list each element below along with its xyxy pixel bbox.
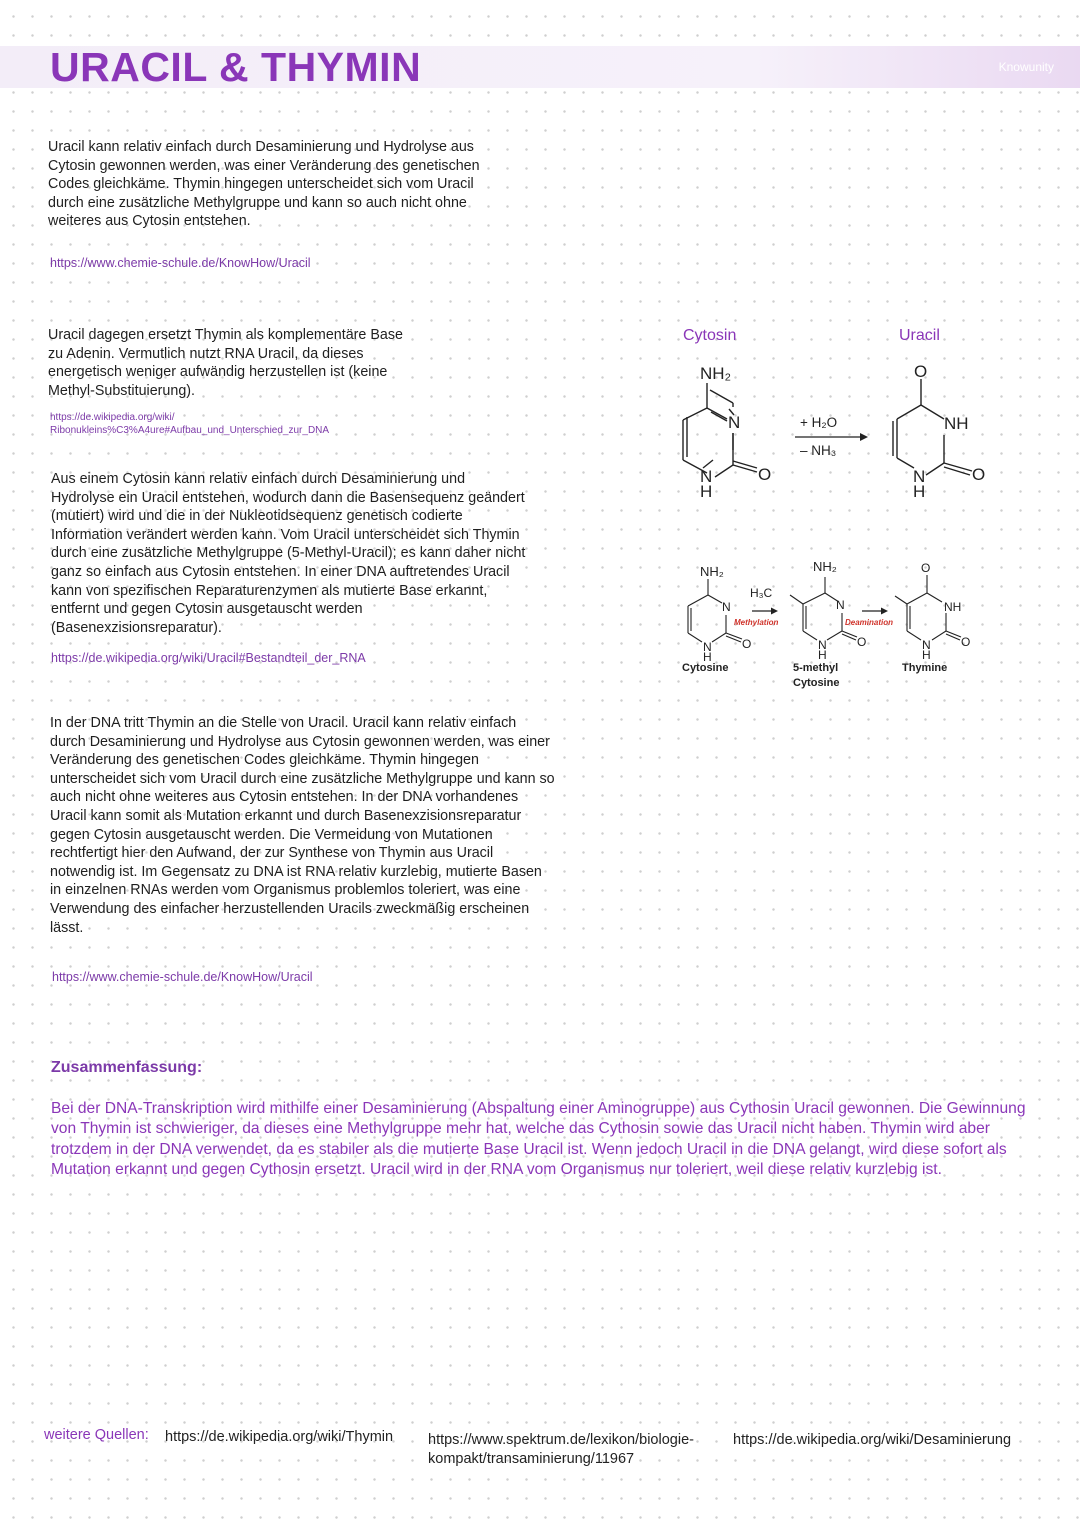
uracil-o-right: O	[972, 465, 986, 484]
section-2-link[interactable]: https://de.wikipedia.org/wiki/ Ribonukleins%C3%A4ure#Aufbau_und_Unterschied_zur_DNA	[50, 412, 330, 436]
cytosin-structure	[683, 383, 757, 477]
section-3-link[interactable]: https://de.wikipedia.org/wiki/Uracil#Bestandteil_der_RNA	[51, 651, 366, 665]
section-1-link[interactable]: https://www.chemie-schule.de/KnowHow/Uracil	[50, 256, 311, 270]
thymine-label: Thymine	[902, 662, 948, 674]
cytosin-label: Cytosin	[683, 327, 737, 344]
thymine-nh: NH	[944, 600, 962, 614]
section-1-text: Uracil kann relativ einfach durch Desaminierung und Hydrolyse aus Cytosin gewonnen werden, was einer Veränderung des genetischen Codes gleichkäme. Thymin hingegen unterscheidet sich vom Uracil durch eine zusätzliche Methylgruppe und kann so auch nicht ohne weiteres aus Cytosin entstehen.	[48, 139, 480, 230]
brand-watermark: Knowunity	[998, 60, 1054, 74]
uracil-n: N	[913, 467, 926, 486]
thymine-o-top: O	[921, 561, 931, 575]
cytosine-structure	[688, 579, 742, 642]
uracil-label: Uracil	[899, 327, 940, 344]
section-4-text: In der DNA tritt Thymin an die Stelle von Uracil. Uracil kann relativ einfach durch Desaminierung und Hydrolyse aus Cytosin gewonnen werden, was einer Veränderung des genetischen Codes gleichkäme. Thymin hingegen unterscheidet sich vom Uracil durch eine zusätzliche Methylgruppe und kann so auch nicht ohne weiteres aus Cytosin entstehen. In der DNA vorhandenes Uracil kann somit als Mutation erkannt und durch Basenexzisionsreparatur gegen Cytosin ausgetauscht werden. Die Vermeidung von Mutationen rechtfertigt hier den Aufwand, der zur Synthese von Thymin aus Uracil notwendig ist. Im Gegensatz zu DNA ist RNA relativ kurzlebig, mutierte Basen in einzelnen RNAs werden vom Organismus problemlos toleriert, was eine Verwendung des einfacher herzustellenden Uracils zweckmäßig erscheinen lässt.	[50, 715, 555, 936]
uracil-h: H	[913, 482, 926, 501]
source-link-thymin[interactable]: https://de.wikipedia.org/wiki/Thymin	[165, 1429, 394, 1445]
section-4-link[interactable]: https://www.chemie-schule.de/KnowHow/Uracil	[52, 970, 313, 984]
methylcytosine-structure	[790, 577, 857, 640]
deamination-arrow-head	[881, 608, 888, 615]
cytosine-nh2: NH₂	[700, 564, 724, 579]
page-title: URACIL & THYMIN	[50, 44, 422, 90]
methylcytosine-label-2: Cytosine	[793, 677, 840, 689]
thymine-n1: N	[922, 638, 931, 652]
cytosine-label: Cytosine	[682, 662, 729, 674]
summary-text: Bei der DNA-Transkription wird mithilfe einer Desaminierung (Abspaltung einer Aminogruppe) aus Cythosin Uracil gewonnen. Die Gewinnung von Thymin ist schwieriger, da dieses eine Methylgruppe mehr hat, welche das Cythosin sowie das Uracil nicht haben. Thymin wird aber trotzdem in der DNA verwendet, da es stabiler als die mutierte Base Uracil ist. Wenn jedoch Uracil in die DNA gelangt, wird diese sofort als Mutation erkannt und gegen Cythosin ersetzt. Uracil wird in der RNA vom Organismus nur toleriert, weil diese relativ kurzlebig ist.	[51, 1100, 1026, 1179]
minus-ammonia: – NH₃	[800, 443, 837, 458]
methylcytosine-n1: N	[818, 638, 827, 652]
methylation-deamination-diagram	[670, 555, 990, 695]
cytosin-nh2: NH₂	[700, 364, 732, 383]
sources-label	[44, 1427, 149, 1443]
methylcytosine-label-1: 5-methyl	[793, 662, 839, 674]
plus-water: + H₂O	[800, 415, 838, 430]
thymine-o-right: O	[961, 635, 971, 649]
summary-heading: Zusammenfassung:	[51, 1059, 203, 1076]
methylcytosine-h: H	[818, 648, 827, 662]
cytosin-uracil-diagram	[650, 315, 1010, 505]
cytosine-h: H	[703, 650, 712, 664]
sources-label-text: weitere Quellen:	[44, 1427, 149, 1443]
source-link-spektrum[interactable]: https://www.spektrum.de/lexikon/biologie-kompakt/transaminierung/11967	[428, 1432, 694, 1467]
reaction-arrow-head	[860, 433, 868, 441]
methylcytosine-h3c: H₃C	[750, 586, 773, 600]
cytosin-h: H	[700, 482, 713, 501]
cytosine-o: O	[742, 637, 752, 651]
cytosin-n1: N	[700, 467, 713, 486]
methylation-label: Methylation	[734, 618, 779, 627]
uracil-nh: NH	[944, 414, 969, 433]
section-2-text: Uracil dagegen ersetzt Thymin als komplementäre Base zu Adenin. Vermutlich nutzt RNA Uracil, da dieses energetisch weniger aufwändig herzustellen ist (keine Methyl-Substituierung).	[48, 327, 403, 399]
uracil-o-top: O	[914, 362, 928, 381]
methylation-arrow-head	[771, 608, 778, 615]
deamination-label: Deamination	[845, 618, 894, 627]
methylcytosine-nh2: NH₂	[813, 559, 837, 574]
cytosine-n3: N	[722, 600, 731, 614]
cytosin-o: O	[758, 465, 772, 484]
cytosine-n1: N	[703, 640, 712, 654]
section-3-text: Aus einem Cytosin kann relativ einfach durch Desaminierung und Hydrolyse ein Uracil entstehen, wodurch dann die Basensequenz geändert (mutiert) wird und die in der Nukleotidsequenz genetisch codierte Information verändert werden kann. Vom Uracil unterscheidet sich Thymin durch eine zusätzliche Methylgruppe (5-Methyl-Uracil); es kann daher nicht ganz so einfach aus Cytosin entstehen. In einer DNA auftretendes Uracil kann von spezifischen Reparaturenzymen als mutierte Base erkannt, entfernt und gegen Cytosin ausgetauscht werden (Basenexzisionsreparatur).	[51, 471, 526, 636]
methylcytosine-o: O	[857, 635, 867, 649]
cytosin-n3: N	[728, 413, 741, 432]
thymine-h: H	[922, 648, 931, 662]
source-link-desaminierung[interactable]: https://de.wikipedia.org/wiki/Desaminierung	[733, 1432, 1012, 1448]
methylcytosine-n3: N	[836, 598, 845, 612]
